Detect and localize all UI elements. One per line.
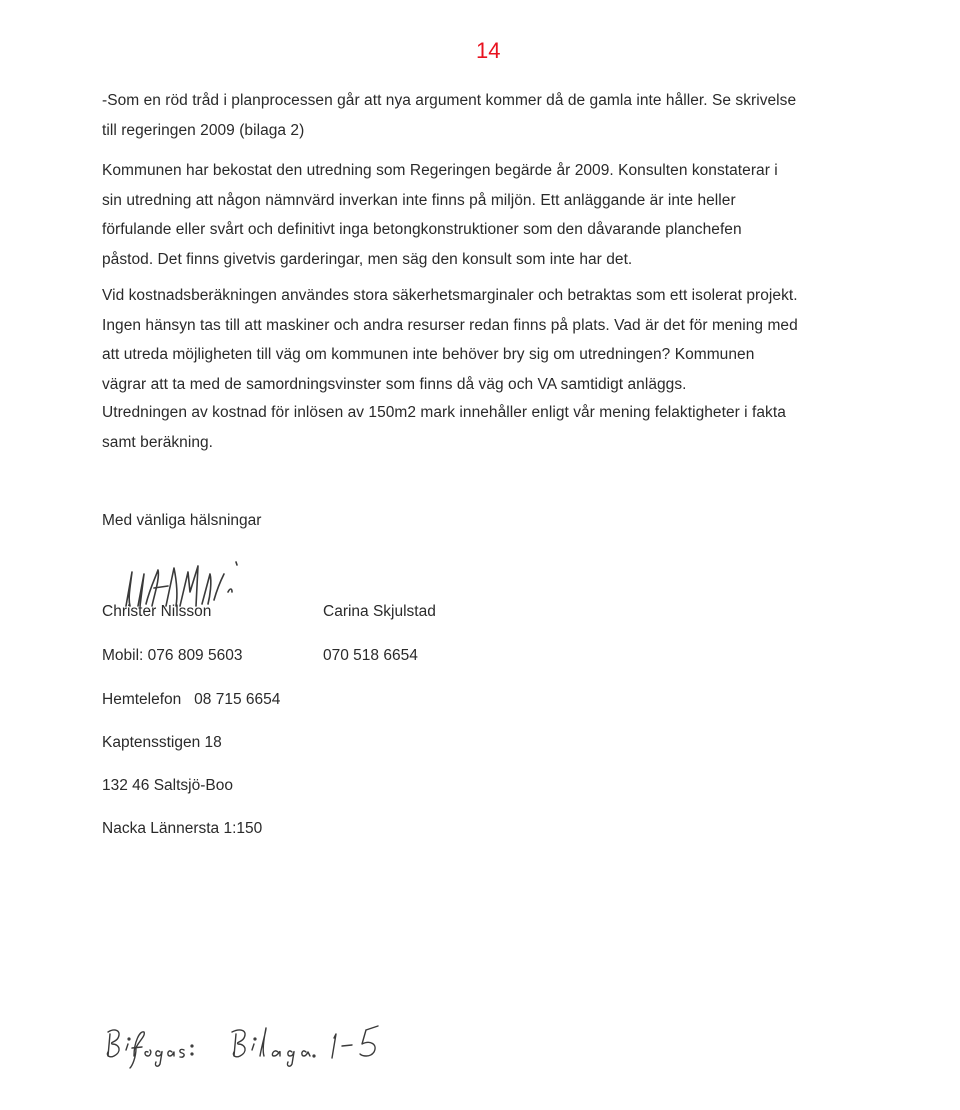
paragraph-line: Vid kostnadsberäkningen användes stora säkerhetsmarginaler och betraktas som ett isolerat projekt.	[102, 287, 798, 304]
paragraph-line: att utreda möjligheten till väg om kommunen inte behöver bry sig om utredningen? Kommunen	[102, 346, 755, 363]
home-phone: Hemtelefon 08 715 6654	[102, 691, 281, 708]
paragraph-line: förfulande eller svårt och definitivt inga betongkonstruktioner som den dåvarande planchefen	[102, 221, 742, 238]
paragraph-cost-calculation	[102, 281, 872, 399]
closing-greeting: Med vänliga hälsningar	[102, 512, 262, 529]
signature-image	[118, 548, 268, 610]
paragraph-line: till regeringen 2009 (bilaga 2)	[102, 121, 305, 139]
signer-mobile-1: Mobil: 076 809 5603	[102, 647, 243, 664]
paragraph-line: Utredningen av kostnad för inlösen av 150m2 mark innehåller enligt vår mening felaktigheter i fakta	[102, 404, 786, 421]
paragraph-line: påstod. Det finns givetvis garderingar, men säg den konsult som inte har det.	[102, 250, 633, 268]
signer-name-2: Carina Skjulstad	[323, 603, 436, 620]
paragraph-line: vägrar att ta med de samordningsvinster som finns då väg och VA samtidigt anläggs.	[102, 375, 687, 393]
street-address: Kaptensstigen 18	[102, 734, 222, 751]
paragraph-red-thread	[102, 86, 872, 145]
signer-name-1: Christer Nilsson	[102, 603, 212, 620]
signer-mobile-2: 070 518 6654	[323, 647, 418, 664]
paragraph-line: sin utredning att någon nämnvärd inverkan inte finns på miljön. Ett anläggande är inte heller	[102, 191, 736, 209]
page-number: 14	[476, 38, 501, 63]
paragraph-line: -Som en röd tråd i planprocessen går att nya argument kommer då de gamla inte håller. Se skrivelse	[102, 92, 797, 109]
postal-address: 132 46 Saltsjö-Boo	[102, 777, 233, 794]
paragraph-investigation	[102, 156, 872, 274]
property-designation: Nacka Lännersta 1:150	[102, 820, 263, 837]
paragraph-line: Ingen hänsyn tas till att maskiner och andra resurser redan finns på plats. Vad är det för mening med	[102, 316, 798, 334]
paragraph-line: samt beräkning.	[102, 433, 214, 451]
paragraph-redemption-cost	[102, 398, 872, 457]
handwritten-attachment-note	[100, 1012, 400, 1072]
paragraph-line: Kommunen har bekostat den utredning som Regeringen begärde år 2009. Konsulten konstaterar i	[102, 162, 778, 179]
